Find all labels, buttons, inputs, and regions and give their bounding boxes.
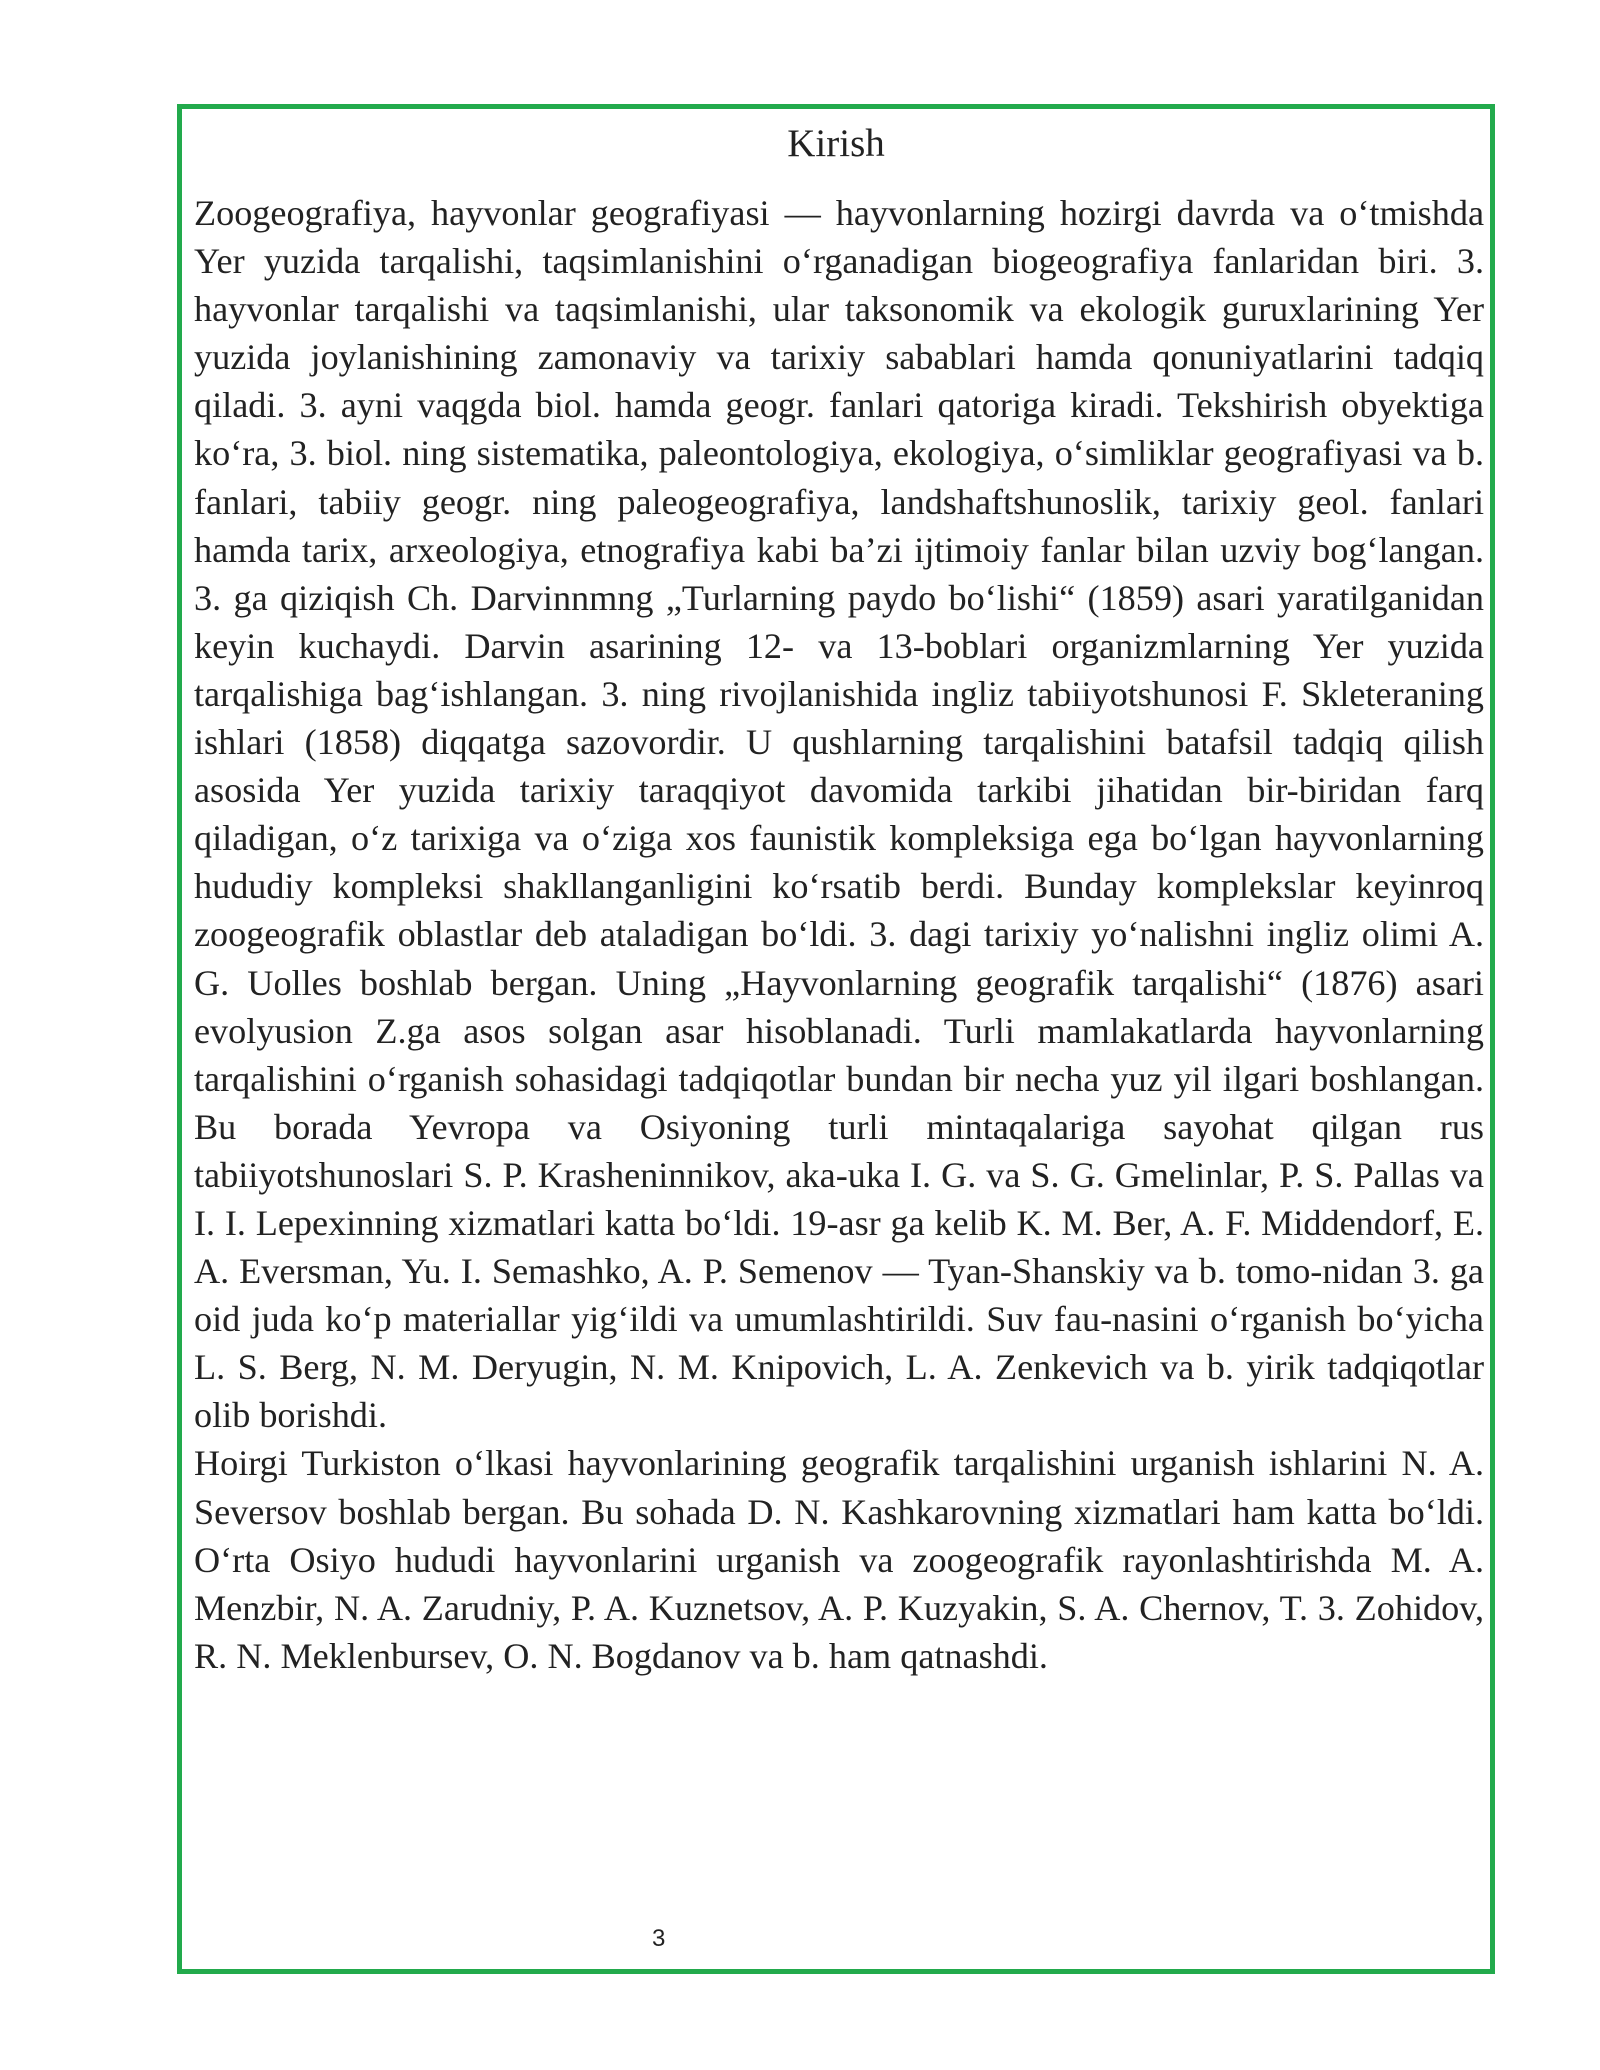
body-text bbox=[194, 189, 1484, 1680]
paragraph-2: Hoirgi Turkiston o‘lkasi hayvonlarining geografik tarqalishini urganish ishlarini N. A. Seversov boshlab bergan. Bu sohada D. N. Kashkarovning xizmatlari ham katta bo‘ldi. O‘rta Osiyo hududi hayvonlarini urganish va zoogeografik rayonlashtirishda M. A. Menzbir, N. A. Zarudniy, P. A. Kuznetsov, A. P. Kuzyakin, S. A. Chernov, T. 3. Zohidov, R. N. Meklenbursev, O. N. Bogdanov va b. ham qatnashdi. bbox=[194, 1443, 1484, 1676]
paragraph-1: Zoogeografiya, hayvonlar geografiyasi — hayvonlarning hozirgi davrda va o‘tmishda Yer yuzida tarqalishi, taqsimlanishini o‘rganadigan biogeografiya fanlaridan biri. 3. hayvonlar tarqalishi va taqsimlanishi, ular taksonomik va ekologik guruxlarining Yer yuzida joylanishining zamonaviy va tarixiy sabablari hamda qonuniyatlarini tadqiq qiladi. 3. ayni vaqgda biol. hamda geogr. fanlari qatoriga kiradi. Tekshirish obyektiga ko‘ra, 3. biol. ning sistematika, paleontologiya, ekologiya, o‘simliklar geografiyasi va b. fanlari, tabiiy geogr. ning paleogeografiya, landshaftshunoslik, tarixiy geol. fanlari hamda tarix, arxeologiya, etnografiya kabi ba’zi ijtimoiy fanlar bilan uzviy bog‘langan. 3. ga qiziqish Ch. Darvinnmng „Turlarning paydo bo‘lishi“ (1859) asari yaratilganidan keyin kuchaydi. Darvin asarining 12- va 13-boblari organizmlarning Yer yuzida tarqalishiga bag‘ishlangan. 3. ning rivojlanishida ingliz tabiiyotshunosi F. Skleteraning ishlari (1858) diqqatga sazovordir. U qushlarning tarqalishini batafsil tadqiq qilish asosida Yer yuzida tarixiy taraqqiyot davomida tarkibi jihatidan bir-biridan farq qiladigan, o‘z tarixiga va o‘ziga xos faunistik kompleksiga ega bo‘lgan hayvonlarning hududiy kompleksi shakllanganligini ko‘rsatib berdi. Bunday komplekslar keyinroq zoogeografik oblastlar deb ataladigan bo‘ldi. 3. dagi tarixiy yo‘nalishni ingliz olimi A. G. Uolles boshlab bergan. Uning „Hayvonlarning geografik tarqalishi“ (1876) asari evolyusion Z.ga asos solgan asar hisoblanadi. Turli mamlakatlarda hayvonlarning tarqalishini o‘rganish sohasidagi tadqiqotlar bundan bir necha yuz yil ilgari boshlangan. Bu borada Yevropa va Osiyoning turli mintaqalariga sayohat qilgan rus tabiiyotshunoslari S. P. Krasheninnikov, aka-uka I. G. va S. G. Gmelinlar, P. S. Pallas va I. I. Lepexinning xizmatlari katta bo‘ldi. 19-asr ga kelib K. M. Ber, A. F. Middendorf, E. A. Eversman, Yu. I. Semashko, A. P. Semenov — Tyan-Shanskiy va b. tomo-nidan 3. ga oid juda ko‘p materiallar yig‘ildi va umumlashtirildi. Suv fau-nasini o‘rganish bo‘yicha L. S. Berg, N. M. Deryugin, N. M. Knipovich, L. A. Zenkevich va b. yirik tadqiqotlar olib borishdi. bbox=[194, 193, 1484, 1436]
page-frame bbox=[177, 104, 1495, 1974]
page-title: Kirish bbox=[787, 122, 885, 165]
page-number: 3 bbox=[652, 1925, 666, 1952]
